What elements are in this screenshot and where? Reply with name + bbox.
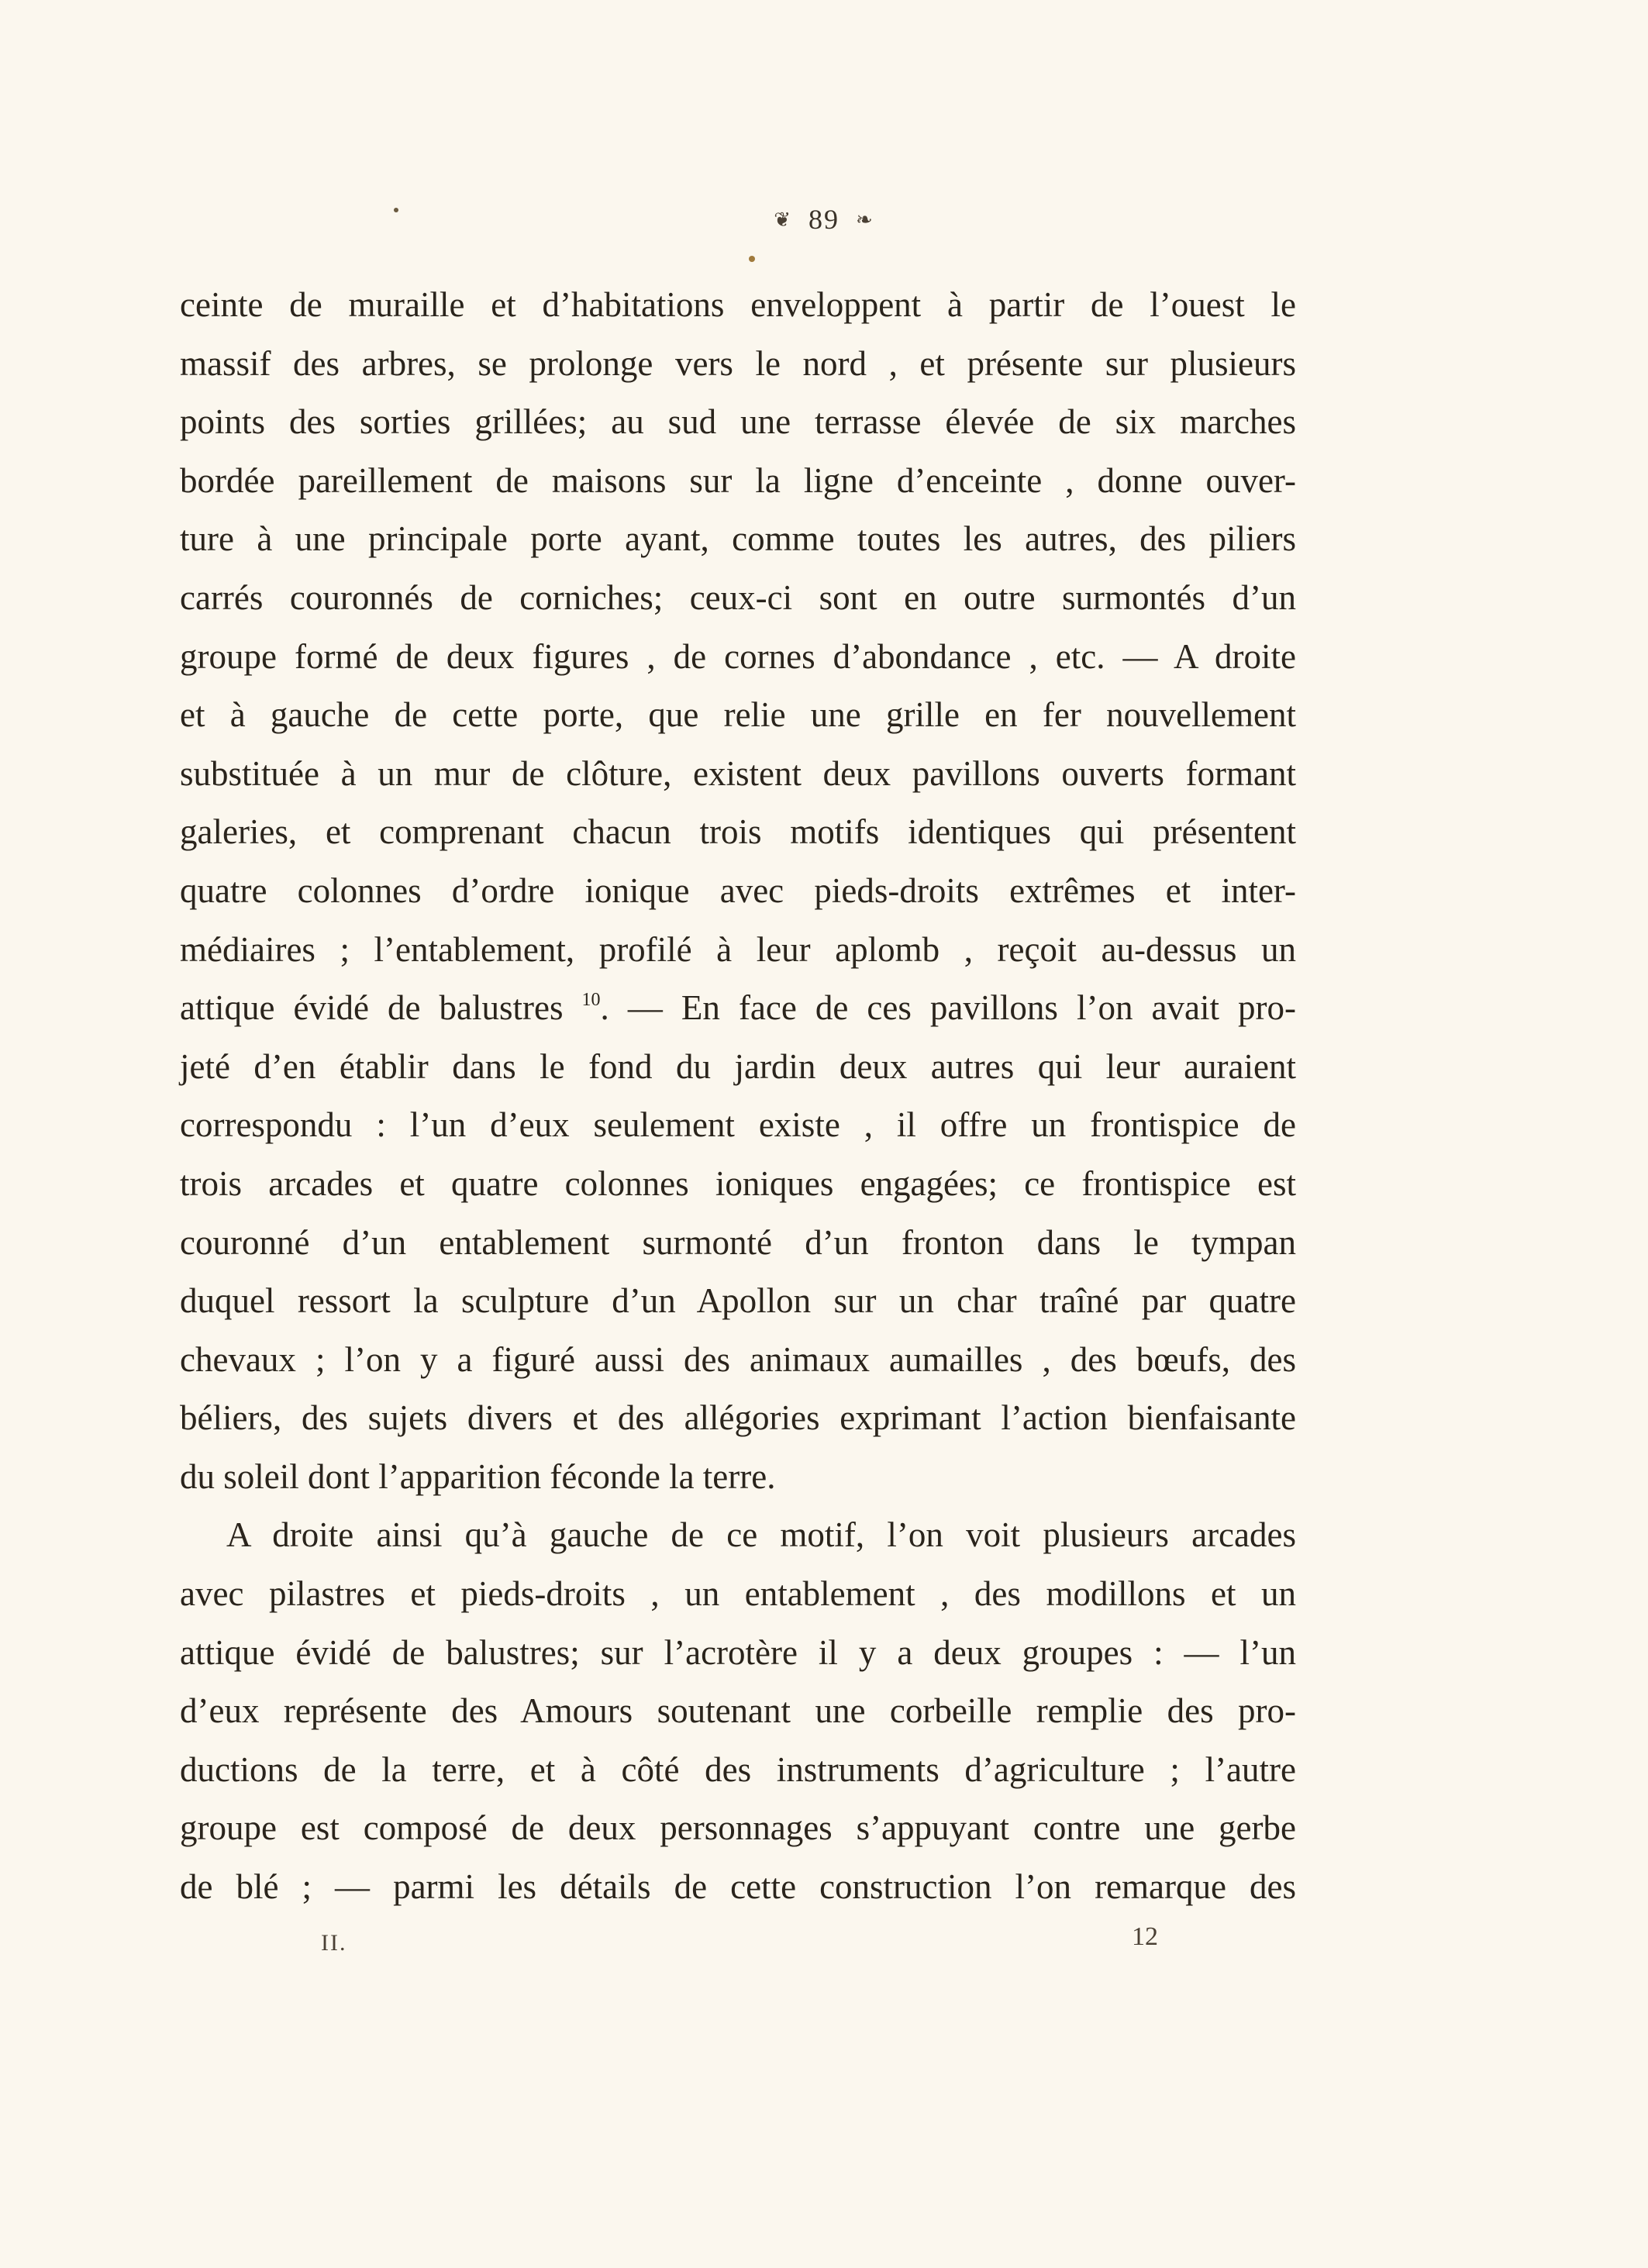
text-line: groupe formé de deux figures , de cornes d’abondance , etc. — A droite bbox=[180, 636, 1296, 676]
text-line: de blé ; — parmi les détails de cette construction l’on remarque des bbox=[180, 1867, 1296, 1907]
text-line: substituée à un mur de clôture, existent deux pavillons ouverts formant bbox=[180, 753, 1296, 793]
text-line: chevaux ; l’on y a figuré aussi des animaux aumailles , des bœufs, des bbox=[180, 1339, 1296, 1379]
text-line: attique évidé de balustres; sur l’acrotère il y a deux groupes : — l’un bbox=[180, 1632, 1296, 1672]
text-line: A droite ainsi qu’à gauche de ce motif, l’on voit plusieurs arcades bbox=[226, 1515, 1296, 1555]
text-line: points des sorties grillées; au sud une terrasse élevée de six marches bbox=[180, 402, 1296, 442]
text-line: et à gauche de cette porte, que relie une grille en fer nouvellement bbox=[180, 695, 1296, 735]
ornament-right-icon: ❧ bbox=[856, 209, 874, 231]
text-line: trois arcades et quatre colonnes ioniques engagées; ce frontispice est bbox=[180, 1163, 1296, 1203]
text-line-with-note bbox=[180, 979, 1296, 1038]
text-line: massif des arbres, se prolonge vers le nord , et présente sur plusieurs bbox=[180, 343, 1296, 383]
page-number: 89 bbox=[808, 204, 840, 235]
body-text bbox=[180, 276, 1296, 1917]
running-header bbox=[0, 203, 1648, 236]
text-line: ture à une principale porte ayant, comme toutes les autres, des piliers bbox=[180, 519, 1296, 559]
text-line: couronné d’un entablement surmonté d’un fronton dans le tympan bbox=[180, 1222, 1296, 1262]
text-line: quatre colonnes d’ordre ionique avec pieds-droits extrêmes et inter- bbox=[180, 870, 1296, 910]
footnote-mark: 10 bbox=[581, 990, 601, 1011]
text-line: béliers, des sujets divers et des allégories exprimant l’action bienfaisante bbox=[180, 1398, 1296, 1438]
ink-speck bbox=[749, 256, 755, 262]
text-line: carrés couronnés de corniches; ceux-ci sont en outre surmontés d’un bbox=[180, 577, 1296, 617]
sheet-number: 12 bbox=[1132, 1922, 1158, 1951]
text-line: groupe est composé de deux personnages s’appuyant contre une gerbe bbox=[180, 1808, 1296, 1848]
text-segment: attique évidé de balustres bbox=[180, 988, 582, 1028]
text-line: galeries, et comprenant chacun trois motifs identiques qui présentent bbox=[180, 812, 1296, 852]
text-line: duquel ressort la sculpture d’un Apollon sur un char traîné par quatre bbox=[180, 1281, 1296, 1321]
ornament-left-icon: ❦ bbox=[774, 209, 792, 231]
text-line: avec pilastres et pieds-droits , un entablement , des modillons et un bbox=[180, 1574, 1296, 1614]
text-line: ductions de la terre, et à côté des instruments d’agriculture ; l’autre bbox=[180, 1749, 1296, 1789]
text-segment: . — En face de ces pavillons l’on avait pro- bbox=[600, 988, 1296, 1028]
text-line: ceinte de muraille et d’habitations enveloppent à partir de l’ouest le bbox=[180, 285, 1296, 324]
text-line: correspondu : l’un d’eux seulement existe , il offre un frontispice de bbox=[180, 1105, 1296, 1145]
text-line: du soleil dont l’apparition féconde la terre. bbox=[180, 1456, 776, 1496]
text-line: médiaires ; l’entablement, profilé à leur aplomb , reçoit au-dessus un bbox=[180, 929, 1296, 969]
text-line: bordée pareillement de maisons sur la ligne d’enceinte , donne ouver- bbox=[180, 460, 1296, 500]
text-line: d’eux représente des Amours soutenant une corbeille remplie des pro- bbox=[180, 1691, 1296, 1731]
signature-mark: II. bbox=[321, 1930, 347, 1956]
text-line: jeté d’en établir dans le fond du jardin deux autres qui leur auraient bbox=[180, 1046, 1296, 1086]
